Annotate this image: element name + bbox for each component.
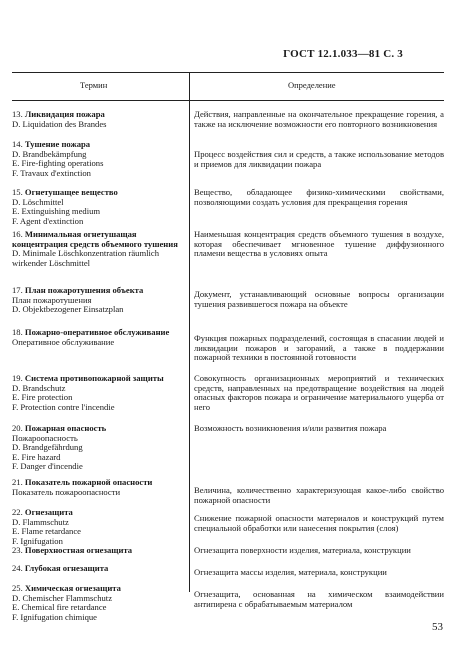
term-entry: 22. Огнезащита D. Flammschutz E. Flame retardance F. Ignifugation [12, 507, 81, 546]
term-entry: 14. Тушение пожара D. Brandbekämpfung E. Fire-fighting operations F. Travaux d'extinction [12, 139, 104, 178]
term-entry: 23. Поверхностная огнезащита [12, 545, 133, 555]
definition-entry: Наименьшая концентрация средств объемного тушения в воздухе, которая обеспечивает мгновенное тушение диффузионного пламени вещества в условиях опыта [194, 229, 444, 259]
table-header-rule [12, 100, 444, 101]
column-header-definition: Определение [288, 80, 336, 90]
definition-entry: Возможность возникновения и/или развития пожара [194, 423, 387, 433]
column-divider [189, 72, 190, 592]
definition-entry: Документ, устанавливающий основные вопросы организации тушения развившегося пожара на объекте [194, 289, 444, 309]
definition-entry: Процесс воздействия сил и средств, а также использование методов и приемов для ликвидации пожара [194, 149, 444, 169]
definition-entry: Вещество, обладающее физико-химическими свойствами, позволяющими создать условия для прекращения горения [194, 187, 444, 207]
definition-entry: Огнезащита поверхности изделия, материала, конструкции [194, 545, 411, 555]
definition-entry: Огнезащита, основанная на химическом взаимодействии антипирена с обрабатываемым материалом [194, 589, 444, 609]
column-header-term: Термин [80, 80, 108, 90]
term-entry: 16. Минимальная огнетушащая концентрация средств объемного тушения D. Minimale Löschkonzentration räumlich wirkender Löschmittel [12, 229, 178, 268]
definition-entry: Функция пожарных подразделений, состоящая в спасании людей и ликвидации пожаров и загораний, а также в поддержании пожарной техники в постоянной готовности [194, 333, 444, 363]
term-entry: 18. Пожарно-оперативное обслуживание Оперативное обслуживание [12, 327, 170, 347]
document-header: ГОСТ 12.1.033—81 С. 3 [283, 48, 403, 60]
term-entry: 25. Химическая огнезащита D. Chemischer Flammschutz E. Chemical fire retardance F. Ignifugation chimique [12, 583, 121, 622]
table-top-rule [12, 72, 444, 73]
terms-table [12, 72, 444, 622]
term-entry: 17. План пожаротушения объекта План пожаротушения D. Objektbezogener Einsatzplan [12, 285, 144, 315]
term-entry: 19. Система противопожарной защиты D. Brandschutz E. Fire protection F. Protection contre l'incendie [12, 373, 164, 412]
term-entry: 21. Показатель пожарной опасности Показатель пожароопасности [12, 477, 153, 497]
page-number: 53 [432, 621, 443, 633]
definition-entry: Совокупность организационных мероприятий и технических средств, направленных на предотвращение воздействия на людей опасных факторов пожара и ограничение материального ущерба от него [194, 373, 444, 412]
definition-entry: Снижение пожарной опасности материалов и конструкций путем специальной обработки или нанесения покрытия (слоя) [194, 513, 444, 533]
term-entry: 24. Глубокая огнезащита [12, 563, 109, 573]
term-entry: 13. Ликвидация пожара D. Liquidation des Brandes [12, 109, 107, 129]
definition-entry: Величина, количественно характеризующая какое-либо свойство пожарной опасности [194, 485, 444, 505]
term-entry: 20. Пожарная опасность Пожароопасность D. Brandgefährdung E. Fire hazard F. Danger d'incendie [12, 423, 107, 472]
term-entry: 15. Огнетушащее вещество D. Löschmittel E. Extinguishing medium F. Agent d'extinction [12, 187, 118, 226]
definition-entry: Действия, направленные на окончательное прекращение горения, а также на исключение возможности его повторного возникновения [194, 109, 444, 129]
definition-entry: Огнезащита массы изделия, материала, конструкции [194, 567, 387, 577]
